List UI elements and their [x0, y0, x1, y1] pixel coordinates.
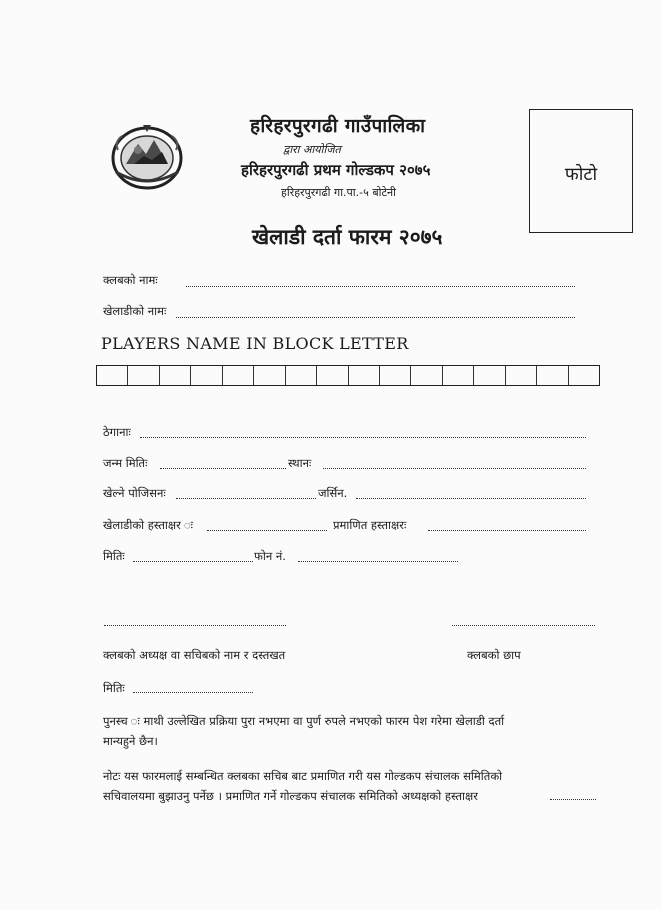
municipality-title: हरिहरपुरगढी गाउँपालिका: [250, 115, 426, 137]
block-letter-cell[interactable]: [191, 366, 222, 385]
jersey-label: जर्सिन.: [318, 486, 348, 500]
club-name-line[interactable]: [186, 286, 575, 287]
player-name-line[interactable]: [176, 317, 575, 318]
birth-date-line[interactable]: [160, 468, 286, 469]
phone-line[interactable]: [298, 561, 458, 562]
ps-line-2: मान्यहुने छैन।: [103, 734, 158, 748]
block-letter-cell[interactable]: [380, 366, 411, 385]
birth-place-label: स्थानः: [288, 456, 312, 470]
position-line[interactable]: [176, 498, 316, 499]
player-signature-line[interactable]: [207, 530, 327, 531]
address-label: ठेगानाः: [103, 425, 131, 439]
date-line[interactable]: [133, 561, 253, 562]
player-name-label: खेलाडीको नामः: [103, 304, 167, 318]
form-title: खेलाडी दर्ता फारम २०७५: [252, 225, 443, 249]
president-signature-label: क्लबको अध्यक्ष वा सचिबको नाम र दस्तखत: [103, 648, 286, 662]
block-letter-cell[interactable]: [160, 366, 191, 385]
block-letter-cell[interactable]: [128, 366, 159, 385]
address-line[interactable]: [140, 437, 586, 438]
note-line-1: नोटः यस फारमलाई सम्बन्धित क्लबका सचिब बाट प्रमाणित गरी यस गोल्डकप संचालक समितिको: [103, 769, 503, 783]
block-letter-cell[interactable]: [443, 366, 474, 385]
cup-title: हरिहरपुरगढी प्रथम गोल्डकप २०७५: [241, 161, 431, 179]
block-letter-cell[interactable]: [317, 366, 348, 385]
block-letter-cell[interactable]: [286, 366, 317, 385]
president-signature-line[interactable]: [104, 625, 286, 626]
block-letter-cell[interactable]: [411, 366, 442, 385]
committee-signature-line[interactable]: [550, 799, 596, 800]
block-letter-cell[interactable]: [537, 366, 568, 385]
block-letter-cell[interactable]: [254, 366, 285, 385]
ps-line-1: पुनस्च ः माथी उल्लेखित प्रक्रिया पुरा नभएमा वा पुर्ण रुपले नभएको फारम पेश गरेमा खेलाडी दर्ता: [103, 714, 505, 728]
jersey-line[interactable]: [356, 498, 586, 499]
phone-label: फोन नं.: [254, 549, 286, 563]
nepal-emblem-icon: [108, 120, 186, 192]
club-stamp-label: क्लबको छाप: [467, 648, 521, 662]
address-text: हरिहरपुरगढी गा.पा.-५ बोटेनी: [281, 186, 396, 199]
footer-date-label: मितिः: [103, 681, 125, 695]
organized-by-text: द्वारा आयोजित: [283, 143, 341, 156]
photo-label: फोटो: [564, 164, 598, 185]
block-letter-cell[interactable]: [349, 366, 380, 385]
birth-date-label: जन्म मितिः: [103, 456, 148, 470]
block-letter-cell[interactable]: [506, 366, 537, 385]
block-letter-cell[interactable]: [223, 366, 254, 385]
block-letter-grid[interactable]: [96, 365, 600, 386]
birth-place-line[interactable]: [323, 468, 586, 469]
note-line-2: सचिवालयमा बुझाउनु पर्नेछ । प्रमाणित गर्ने गोल्डकप संचालक समितिको अध्यक्षको हस्ताक्षर: [103, 789, 478, 803]
position-label: खेल्ने पोजिसनः: [103, 486, 166, 500]
photo-box: [529, 109, 633, 233]
player-signature-label: खेलाडीको हस्ताक्षर ः: [103, 518, 193, 532]
block-letter-cell[interactable]: [97, 366, 128, 385]
certified-signature-label: प्रमाणित हस्ताक्षरः: [333, 518, 407, 532]
certified-signature-line[interactable]: [428, 530, 586, 531]
date-label: मितिः: [103, 549, 125, 563]
block-letter-cell[interactable]: [474, 366, 505, 385]
block-letter-cell[interactable]: [569, 366, 599, 385]
footer-date-line[interactable]: [133, 692, 253, 693]
block-letter-title: PLAYERS NAME IN BLOCK LETTER: [101, 334, 409, 353]
stamp-line[interactable]: [452, 625, 595, 626]
club-name-label: क्लबको नामः: [103, 273, 158, 287]
